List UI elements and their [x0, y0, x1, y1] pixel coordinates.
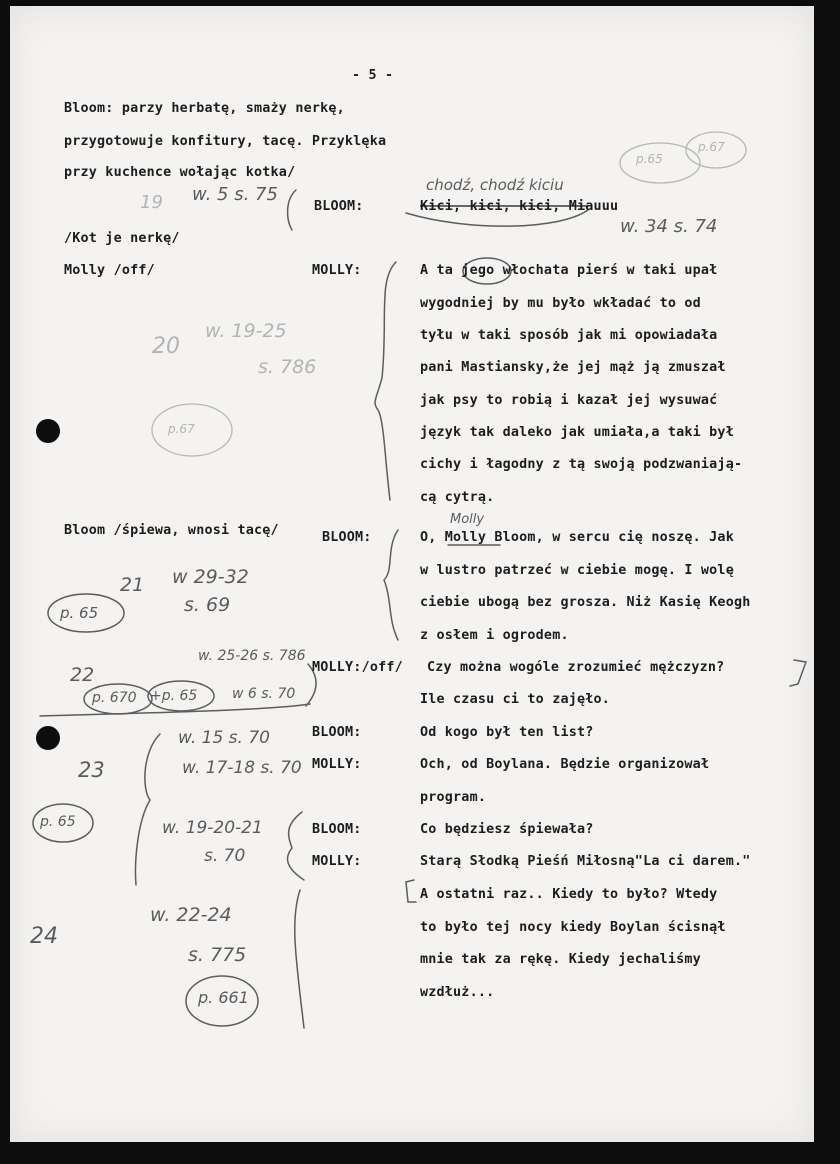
dialogue-line: A ostatni raz.. Kiedy to było? Wtedy — [420, 887, 718, 902]
bracket-23 — [136, 734, 160, 885]
dialogue-line: cą cytrą. — [420, 490, 495, 505]
dialogue-line: program. — [420, 790, 487, 805]
bracket-24 — [295, 890, 304, 1028]
note-reference: w. 19-25 — [205, 320, 287, 342]
note-reference: w. 5 s. 75 — [192, 184, 278, 205]
dialogue-line: Ile czasu ci to zajęło. — [420, 692, 611, 707]
bracket-bloom-song — [384, 530, 398, 640]
dialogue-line: A ta jego włochata pierś w taki upał — [420, 263, 718, 278]
stage-direction: przy kuchence wołając kotka/ — [64, 165, 296, 180]
speaker-label: MOLLY: — [312, 263, 362, 278]
speaker-label: MOLLY: — [312, 757, 362, 772]
dialogue-line: z osłem i ogrodem. — [420, 628, 569, 643]
speaker-label: BLOOM: — [322, 530, 372, 545]
faint-note: p.67 — [168, 422, 195, 436]
dialogue-line: Kici, kici, kici, Miauuu — [420, 199, 619, 214]
stage-direction: Bloom: parzy herbatę, smaży nerkę, — [64, 101, 345, 116]
note-reference: s. 69 — [184, 594, 231, 616]
note-number: 21 — [120, 574, 145, 596]
dialogue-line: jak psy to robią i kazał jej wysuwać — [420, 393, 718, 408]
note-reference: s. 775 — [188, 944, 247, 966]
note-correction: chodź, chodź kiciu — [426, 176, 564, 194]
page-circle-note: +p. 65 — [150, 688, 198, 704]
faint-note: p.67 — [698, 140, 725, 154]
dialogue-line: to było tej nocy kiedy Boylan ścisnął — [420, 920, 726, 935]
speaker-label: MOLLY:/off/ — [312, 660, 403, 675]
dialogue-line: mnie tak za rękę. Kiedy jechaliśmy — [420, 952, 701, 967]
dialogue-line: Od kogo był ten list? — [420, 725, 594, 740]
arrow-mezczyzn — [790, 660, 806, 686]
dialogue-line: wygodniej by mu było wkładać to od — [420, 296, 701, 311]
page-circle-note: p. 661 — [198, 988, 249, 1007]
note-reference: w 6 s. 70 — [232, 686, 296, 702]
speaker-label: BLOOM: — [312, 822, 362, 837]
speaker-label: BLOOM: — [314, 199, 364, 214]
bracket-19 — [288, 190, 296, 230]
dialogue-line: język tak daleko jak umiała,a taki był — [420, 425, 734, 440]
note-number: 22 — [70, 664, 95, 686]
stage-direction: Molly /off/ — [64, 263, 155, 278]
dialogue-line: wzdłuż... — [420, 985, 495, 1000]
note-reference: w. 17-18 s. 70 — [182, 758, 302, 778]
note-number: 19 — [140, 192, 163, 213]
note-correction: Molly — [450, 512, 485, 527]
dialogue-line: pani Mastiansky,że jej mąż ją zmuszał — [420, 360, 726, 375]
note-reference: s. 786 — [258, 356, 317, 378]
note-reference: w. 15 s. 70 — [178, 728, 270, 748]
page-number: - 5 - — [352, 68, 394, 83]
dialogue-line: Co będziesz śpiewała? — [420, 822, 594, 837]
stage-direction: /Kot je nerkę/ — [64, 231, 180, 246]
note-number: 24 — [30, 924, 58, 949]
bracket-last-speech — [406, 880, 416, 902]
note-reference: w. 34 s. 74 — [620, 216, 718, 237]
dialogue-line: ciebie ubogą bez grosza. Niż Kasię Keogh — [420, 595, 751, 610]
stage-direction: Bloom /śpiewa, wnosi tacę/ — [64, 523, 279, 538]
dialogue-line: w lustro patrzeć w ciebie mogę. I wolę — [420, 563, 734, 578]
page-circle-note: p. 670 — [92, 690, 137, 706]
bracket-23-right — [288, 812, 304, 880]
note-reference: w. 25-26 s. 786 — [198, 648, 306, 664]
note-reference: s. 70 — [204, 846, 246, 866]
bracket-molly-speech — [375, 262, 396, 500]
note-reference: w. 19-20-21 — [162, 818, 263, 838]
dialogue-line: Czy można wogóle zrozumieć mężczyzn? — [427, 660, 725, 675]
faint-note: p.65 — [636, 152, 663, 166]
dialogue-line: tyłu w taki sposób jak mi opowiadała — [420, 328, 718, 343]
note-reference: w. 22-24 — [150, 904, 232, 926]
dialogue-line: Och, od Boylana. Będzie organizował — [420, 757, 710, 772]
note-number: 23 — [78, 758, 105, 782]
note-reference: w 29-32 — [172, 566, 249, 588]
dialogue-line: Starą Słodką Pieśń Miłosną"La ci darem." — [420, 854, 751, 869]
speaker-label: BLOOM: — [312, 725, 362, 740]
dialogue-line: cichy i łagodny z tą swoją podzwaniają- — [420, 457, 743, 472]
dialogue-line: O, Molly Bloom, w sercu cię noszę. Jak — [420, 530, 734, 545]
bracket-22-left — [40, 704, 310, 716]
page-circle-note: p. 65 — [60, 604, 99, 622]
stage-direction: przygotowuje konfitury, tacę. Przyklęka — [64, 134, 387, 149]
note-number: 20 — [152, 334, 180, 359]
speaker-label: MOLLY: — [312, 854, 362, 869]
page-circle-note: p. 65 — [40, 814, 76, 830]
